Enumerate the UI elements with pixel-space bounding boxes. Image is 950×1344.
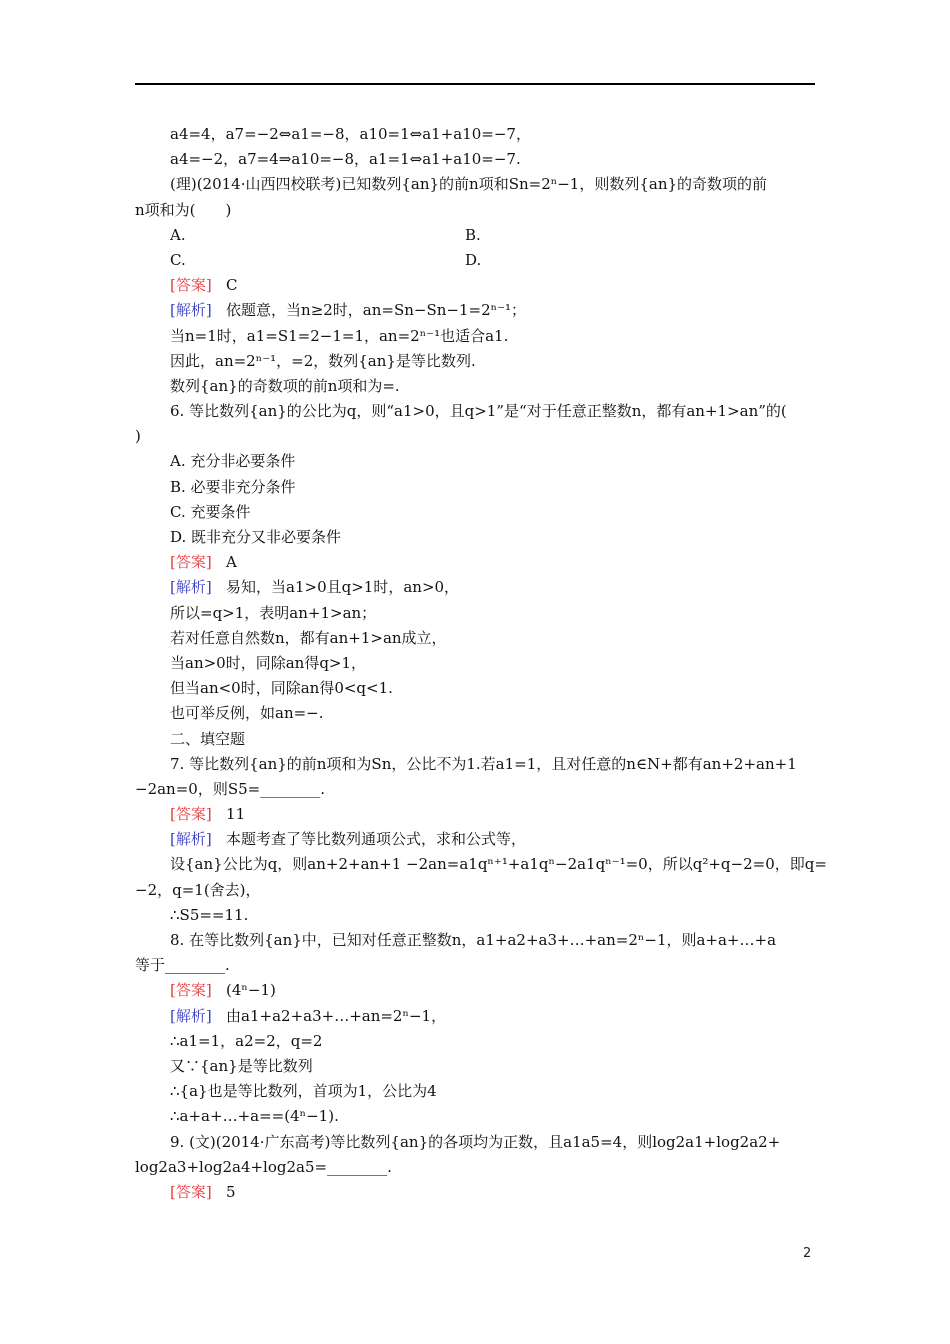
analysis-tag: [解析] <box>170 830 212 849</box>
analysis-tag: [解析] <box>170 1006 212 1025</box>
analysis-line: 也可举反例，如an=−. <box>170 704 324 723</box>
answer-tag: [答案] <box>170 276 212 295</box>
text-line: a4=4，a7=−2⇔a1=−8，a10=1⇔a1+a10=−7， <box>170 125 531 143</box>
answer-tag: [答案] <box>170 1182 212 1201</box>
answer-line <box>135 978 815 1003</box>
analysis-text: 本题考查了等比数列通项公式，求和公式等， <box>226 830 527 849</box>
option-row <box>135 223 815 248</box>
question-7-stem: 7. 等比数列{an}的前n项和为Sn，公比不为1.若a1=1，且对任意的n∈N+都有an+2+an+1 <box>170 754 797 773</box>
option-a: A. 充分非必要条件 <box>170 452 296 471</box>
page-number: 2 <box>803 1246 812 1261</box>
option-c: C. 充要条件 <box>170 502 251 521</box>
answer-value: A <box>226 553 237 572</box>
analysis-line <box>135 575 815 600</box>
question-9-stem: 9. (文)(2014·广东高考)等比数列{an}的各项均为正数，且a1a5=4，则log2a1+log2a2+ <box>170 1132 781 1151</box>
option-b: B. 必要非充分条件 <box>170 477 296 496</box>
analysis-line: 若对任意自然数n，都有an+1>an成立， <box>170 628 447 647</box>
analysis-line: −2，q=1(舍去)， <box>135 880 261 899</box>
question-6-stem: 6. 等比数列{an}的公比为q，则“a1>0，且q>1”是“对于任意正整数n，都有an+1>an”的( <box>170 402 787 421</box>
question-7-stem-cont: −2an=0，则S5=________. <box>135 779 325 798</box>
question-6-stem-cont: ) <box>135 427 141 446</box>
analysis-line: 设{an}公比为q，则an+2+an+1 −2an=a1qⁿ⁺¹+a1qⁿ−2a1qⁿ⁻¹=0，所以q²+q−2=0，即q= <box>170 855 827 874</box>
analysis-line: 所以=q>1，表明an+1>an； <box>170 603 377 622</box>
question-8-stem-cont: 等于________. <box>135 956 230 975</box>
analysis-line <box>135 1004 815 1029</box>
analysis-line <box>135 298 815 323</box>
option-row <box>135 248 815 273</box>
analysis-text: 依题意，当n≥2时，an=Sn−Sn−1=2ⁿ⁻¹； <box>226 301 527 320</box>
option-c: C. <box>170 250 186 269</box>
analysis-tag: [解析] <box>170 578 212 597</box>
answer-line <box>135 273 815 298</box>
answer-line <box>135 550 815 575</box>
text-line: a4=−2，a7=4⇒a10=−8，a1=1⇔a1+a10=−7. <box>170 150 521 169</box>
question-5-stem-cont: n项和为( ) <box>135 200 232 219</box>
answer-value: C <box>226 276 238 295</box>
analysis-line: 当an>0时，同除an得q>1， <box>170 653 367 672</box>
answer-tag: [答案] <box>170 805 212 824</box>
header-rule <box>135 83 815 85</box>
analysis-line: ∴a1=1，a2=2，q=2 <box>170 1031 323 1050</box>
analysis-line: ∴S5==11. <box>170 905 249 924</box>
analysis-line: 又∵{an}是等比数列 <box>170 1056 313 1075</box>
analysis-line: 数列{an}的奇数项的前n项和为=. <box>170 376 400 395</box>
analysis-line <box>135 827 815 852</box>
answer-value: (4ⁿ−1) <box>226 981 276 1000</box>
answer-line <box>135 1180 815 1205</box>
analysis-text: 易知，当a1>0且q>1时，an>0， <box>226 578 460 597</box>
section-title: 二、填空题 <box>170 729 246 748</box>
analysis-text: 由a1+a2+a3+…+an=2ⁿ−1， <box>226 1006 447 1025</box>
document-body <box>135 122 827 1205</box>
answer-value: 11 <box>226 805 246 824</box>
option-d: D. <box>465 250 482 269</box>
option-d: D. 既非充分又非必要条件 <box>170 528 342 546</box>
analysis-line: ∴{a}也是等比数列，首项为1，公比为4 <box>170 1082 437 1101</box>
question-9-stem-cont: log2a3+log2a4+log2a5=________. <box>135 1157 392 1176</box>
analysis-line: 因此，an=2ⁿ⁻¹，=2，数列{an}是等比数列. <box>170 351 476 370</box>
answer-tag: [答案] <box>170 553 212 572</box>
question-8-stem: 8. 在等比数列{an}中，已知对任意正整数n，a1+a2+a3+…+an=2ⁿ−1，则a+a+…+a <box>170 931 777 949</box>
option-a: A. <box>170 225 186 244</box>
analysis-line: ∴a+a+…+a==(4ⁿ−1). <box>170 1107 339 1126</box>
analysis-line: 当n=1时，a1=S1=2−1=1，an=2ⁿ⁻¹也适合a1. <box>170 326 509 345</box>
answer-value: 5 <box>226 1182 236 1201</box>
analysis-tag: [解析] <box>170 301 212 320</box>
answer-tag: [答案] <box>170 981 212 1000</box>
question-5-stem: (理)(2014·山西四校联考)已知数列{an}的前n项和Sn=2ⁿ−1，则数列{an}的奇数项的前 <box>170 175 768 194</box>
answer-line <box>135 802 815 827</box>
option-b: B. <box>465 225 481 244</box>
analysis-line: 但当an<0时，同除an得0<q<1. <box>170 679 393 698</box>
